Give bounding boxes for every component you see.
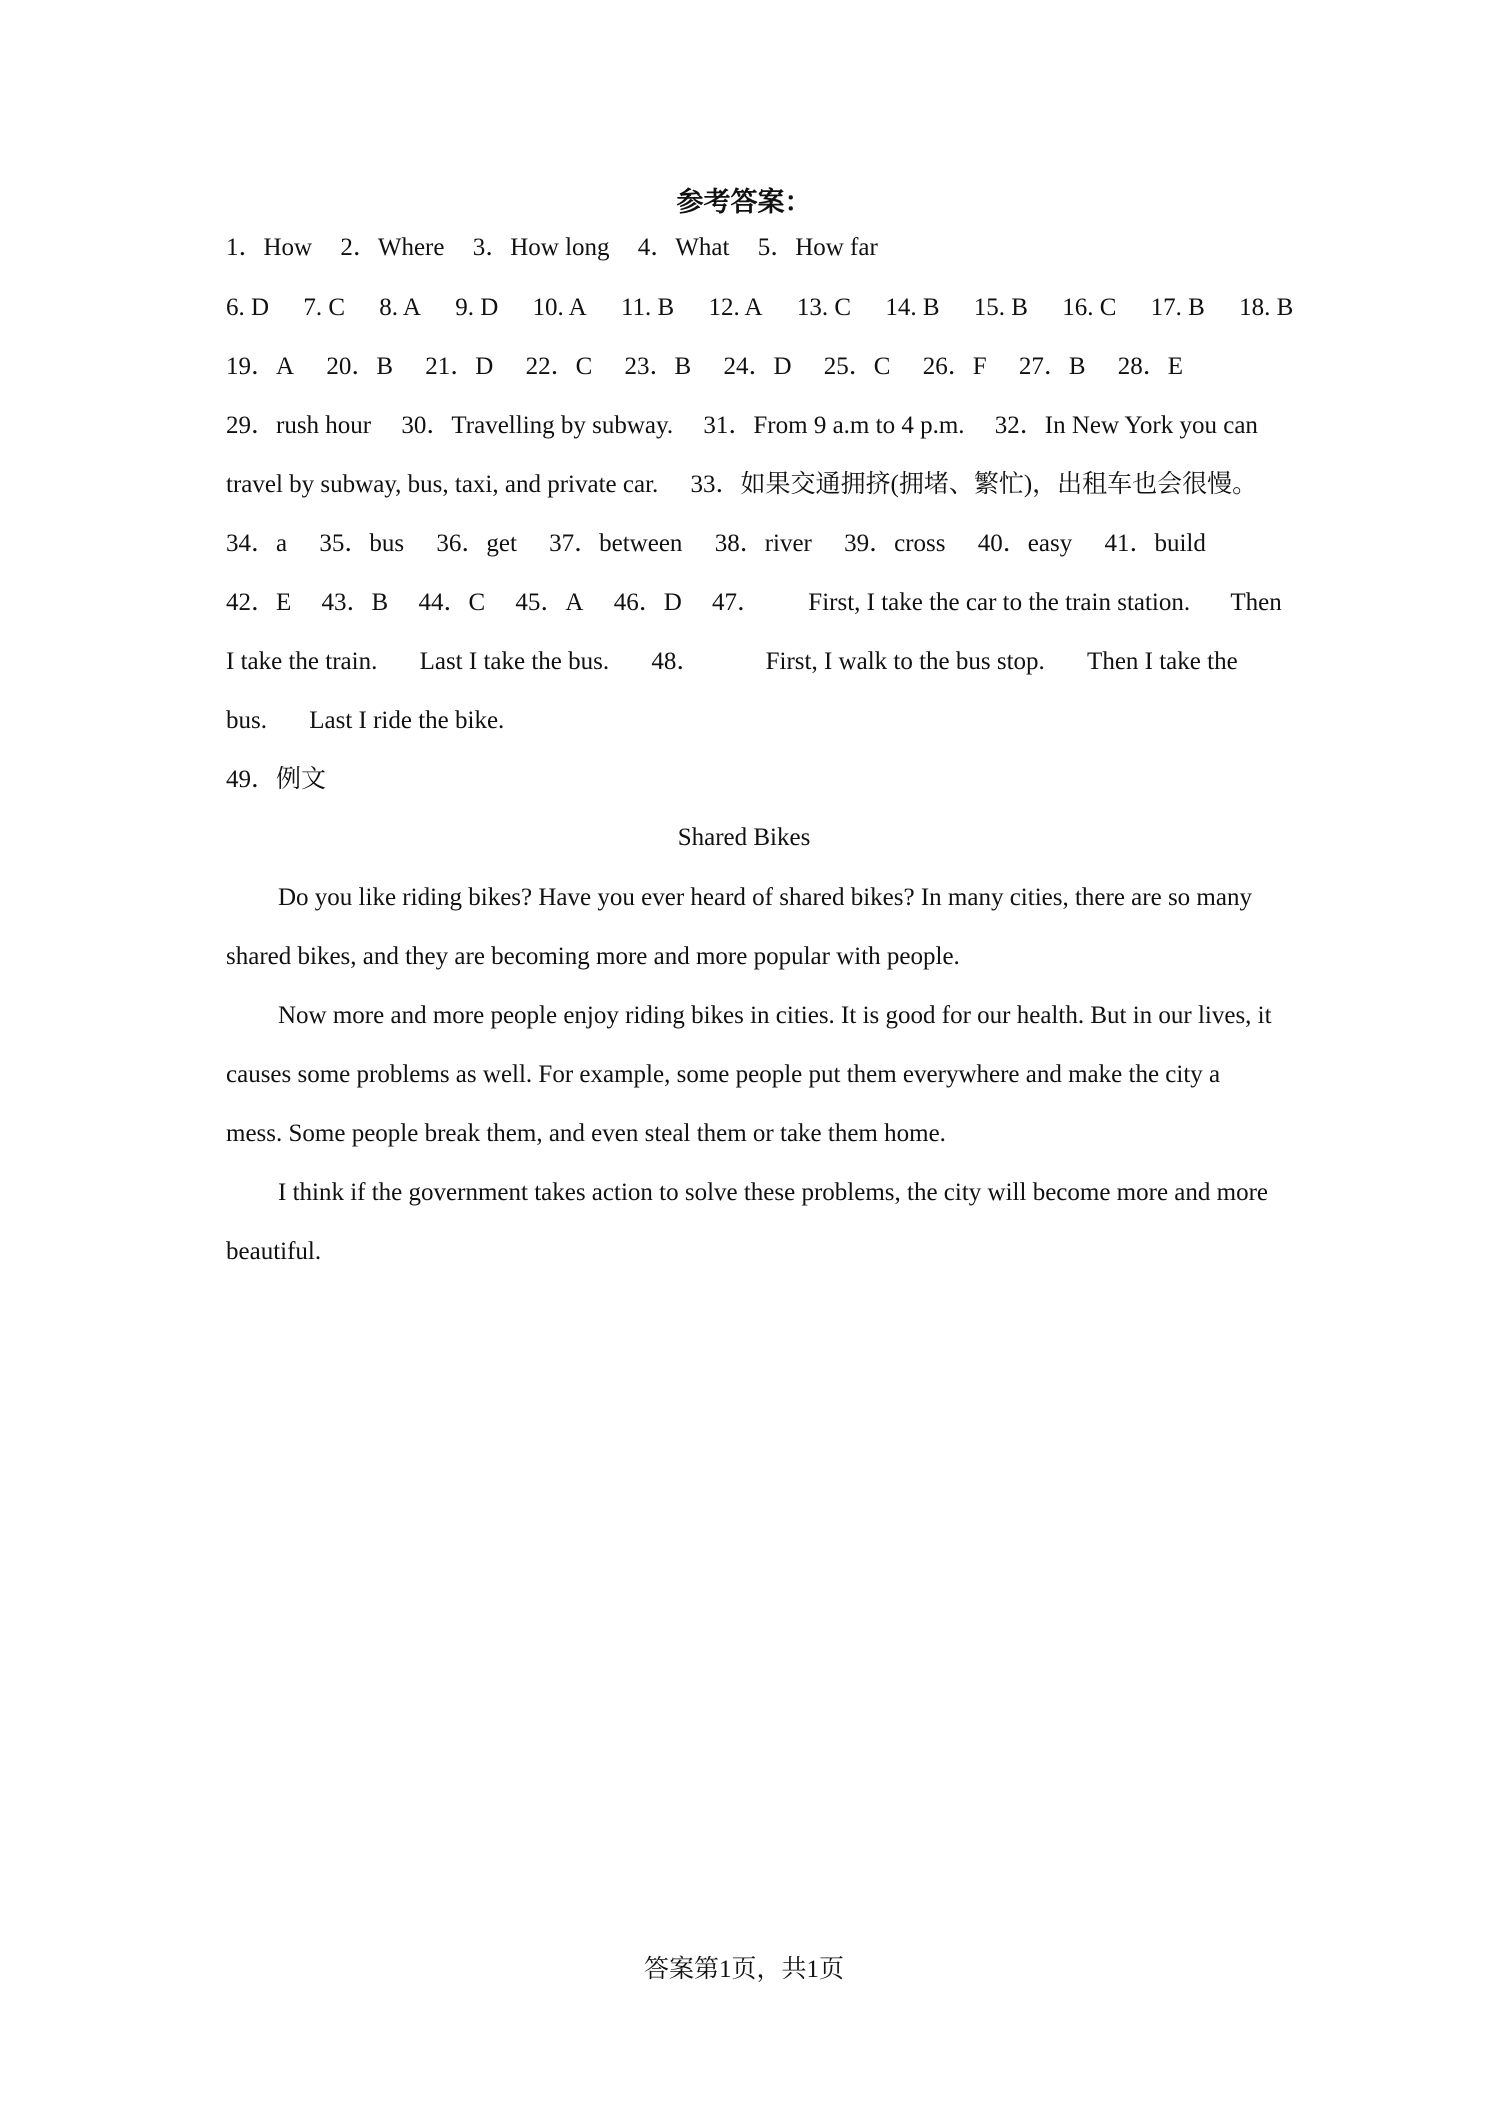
- answer-item: 39．cross: [844, 530, 946, 557]
- answer-row-8: [226, 642, 1276, 682]
- answer-row-10: [226, 760, 1276, 800]
- answer-item: 21．D: [425, 353, 494, 380]
- answer-item: 42．E: [226, 589, 292, 616]
- answer-item: 2．Where: [340, 234, 445, 261]
- answer-row-9: [226, 701, 1276, 741]
- answer-item: 8. A: [379, 294, 421, 321]
- answer-item: 18. B: [1239, 294, 1294, 321]
- essay-paragraph: I think if the government takes action to solve these problems, the city will become more and more beautiful.: [226, 1179, 1269, 1265]
- answer-item: 1．How: [226, 234, 313, 261]
- answer-item: 30．Travelling by subway.: [401, 412, 674, 439]
- answer-item: 24．D: [723, 353, 792, 380]
- answer-item: I take the train.: [226, 648, 378, 675]
- answer-row-7: [226, 583, 1282, 623]
- answer-item: 23．B: [624, 353, 692, 380]
- answer-item: bus.: [226, 707, 267, 734]
- answer-item: 45．A: [515, 589, 584, 616]
- answer-item: 35．bus: [319, 530, 405, 557]
- answer-item: 27．B: [1018, 353, 1086, 380]
- answer-item: 37．between: [549, 530, 683, 557]
- answer-item: 11. B: [620, 294, 675, 321]
- answer-item: Then I take the: [1087, 648, 1238, 675]
- answer-item: 20．B: [326, 353, 393, 380]
- answer-item: 4．What: [637, 234, 730, 261]
- answer-item: 5．How far: [757, 234, 878, 261]
- essay-paragraph: Do you like riding bikes? Have you ever heard of shared bikes? In many cities, there are so many shared bikes, and they are becoming more and more popular with people.: [226, 884, 1252, 970]
- answer-item: 15. B: [973, 294, 1028, 321]
- answer-item: travel by subway, bus, taxi, and private car.: [226, 471, 659, 498]
- page-title: 参考答案：: [676, 187, 812, 217]
- answer-item: First, I take the car to the train station.: [808, 589, 1191, 616]
- answer-item: 34．a: [226, 530, 288, 557]
- answer-item: 47．: [712, 589, 763, 616]
- answer-item: 41．build: [1104, 530, 1206, 557]
- answer-item: 13. C: [796, 294, 852, 321]
- answer-item: 12. A: [708, 294, 763, 321]
- answer-item: 14. B: [885, 294, 940, 321]
- answer-row-6: [226, 524, 1276, 564]
- answer-item: 48．: [651, 648, 702, 675]
- answer-item: 31．From 9 a.m to 4 p.m.: [703, 412, 965, 439]
- answer-item: 6. D: [226, 294, 270, 321]
- answer-item: 25．C: [823, 353, 891, 380]
- answer-item: 44．C: [418, 589, 486, 616]
- answer-item: Last I ride the bike.: [309, 707, 505, 734]
- essay-paragraph: Now more and more people enjoy riding bikes in cities. It is good for our health. But in our lives, it causes some problems as well. For example, some people put them everywhere and make the city a mess. Some people break them, and even steal them or take them home.: [226, 1002, 1272, 1147]
- answer-item: First, I walk to the bus stop.: [765, 648, 1045, 675]
- answer-item: Last I take the bus.: [419, 648, 610, 675]
- answer-item: 16. C: [1062, 294, 1117, 321]
- answer-item: 10. A: [532, 294, 587, 321]
- answer-row-4: [226, 406, 1276, 446]
- answer-item: 46．D: [613, 589, 682, 616]
- answer-row-1: [226, 228, 1276, 268]
- answer-item: 38．river: [714, 530, 812, 557]
- answer-item: 36．get: [436, 530, 517, 557]
- answer-item: 9. D: [455, 294, 499, 321]
- answer-row-2: [226, 288, 1294, 328]
- answer-item: Then: [1230, 589, 1282, 616]
- answer-row-3: [226, 347, 1276, 387]
- answer-item: 49．例文: [226, 766, 327, 793]
- page-footer: 答案第1页，共1页: [643, 1956, 844, 1983]
- answer-item: 33．如果交通拥挤(拥堵、繁忙)，出租车也会很慢。: [690, 471, 1258, 498]
- answer-row-5: [226, 465, 1276, 505]
- answer-item: 19．A: [226, 353, 295, 380]
- answer-item: 22．C: [525, 353, 593, 380]
- answer-item: 29．rush hour: [226, 412, 372, 439]
- answer-item: 3．How long: [472, 234, 610, 261]
- answer-item: 40．easy: [977, 530, 1073, 557]
- answer-item: 32．In New York you can: [994, 412, 1258, 439]
- answer-item: 17. B: [1150, 294, 1205, 321]
- answer-item: 26．F: [922, 353, 987, 380]
- answer-item: 7. C: [303, 294, 345, 321]
- essay-title: Shared Bikes: [677, 824, 811, 851]
- answer-item: 28．E: [1117, 353, 1184, 380]
- answer-item: 43．B: [321, 589, 389, 616]
